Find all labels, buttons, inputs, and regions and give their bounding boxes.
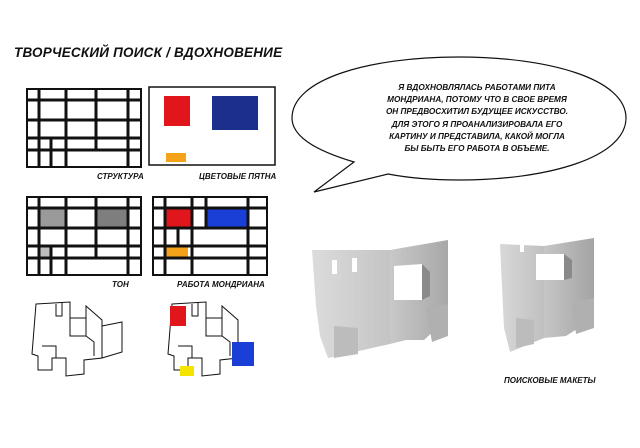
inspiration-quote — [352, 82, 602, 155]
mondrian-work — [152, 196, 268, 276]
structure-grid — [26, 88, 142, 168]
quote-line: Я ВДОХНОВЛЯЛАСЬ РАБОТАМИ ПИТА — [398, 83, 556, 92]
quote-line: БЫ БЫТЬ ЕГО РАБОТА В ОБЪЕМЕ. — [404, 144, 550, 154]
quote-line: МОНДРИАНА, ПОТОМУ ЧТО В СВОЕ ВРЕМЯ — [387, 95, 567, 105]
page-title: ТВОРЧЕСКИЙ ПОИСК / ВДОХНОВЕНИЕ — [14, 45, 283, 60]
caption-color-spots: ЦВЕТОВЫЕ ПЯТНА — [199, 172, 277, 181]
color-spots-panel — [148, 86, 276, 166]
quote-line: ДЛЯ ЭТОГО Я ПРОАНАЛИЗИРОВАЛА ЕГО — [391, 119, 563, 129]
search-model-photo-2 — [492, 232, 604, 360]
caption-tone: ТОН — [112, 280, 129, 289]
volume-sketch-colored — [162, 296, 270, 382]
quote-line: КАРТИНУ И ПРЕДСТАВИЛА, КАКОЙ МОГЛА — [389, 131, 565, 141]
search-model-photo-1 — [306, 236, 458, 366]
volume-sketch-outline — [26, 296, 134, 382]
caption-search-models: ПОИСКОВЫЕ МАКЕТЫ — [504, 376, 596, 385]
quote-line: ОН ПРЕДВОСХИТИЛ БУДУЩЕЕ ИСКУССТВО. — [385, 107, 569, 117]
tone-grid — [26, 196, 142, 276]
caption-mondrian-work: РАБОТА МОНДРИАНА — [177, 280, 265, 289]
caption-structure: СТРУКТУРА — [97, 172, 144, 181]
